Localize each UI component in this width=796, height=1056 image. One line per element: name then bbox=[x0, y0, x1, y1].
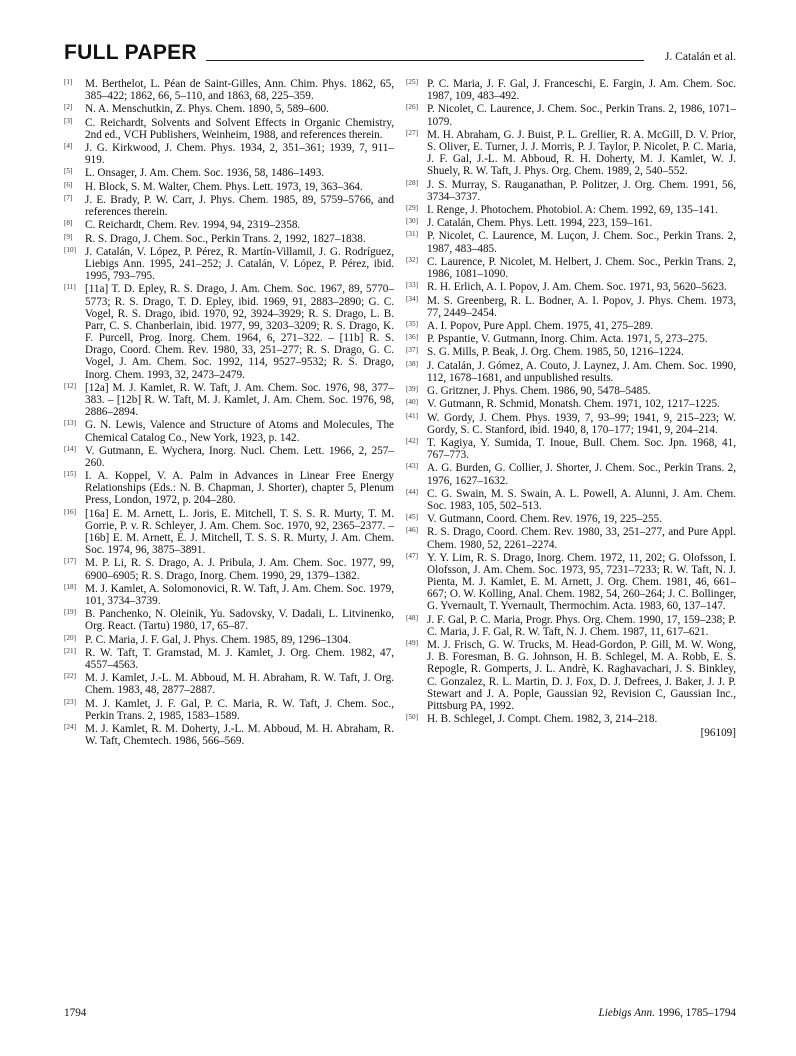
reference-item bbox=[64, 167, 394, 179]
reference-item bbox=[406, 230, 736, 254]
reference-text: J. G. Kirkwood, J. Chem. Phys. 1934, 2, 351–361; 1939, 7, 911–919. bbox=[85, 142, 394, 167]
reference-item bbox=[64, 103, 394, 115]
section-title: FULL PAPER bbox=[64, 41, 197, 64]
reference-text: R. W. Taft, T. Gramstad, M. J. Kamlet, J. Org. Chem. 1982, 47, 4557–4563. bbox=[85, 646, 394, 672]
reference-number: [37] bbox=[406, 346, 418, 355]
reference-text: G. Gritzner, J. Phys. Chem. 1986, 90, 5478–5485. bbox=[427, 385, 651, 398]
reference-number: [34] bbox=[406, 294, 418, 303]
reference-item bbox=[406, 513, 736, 525]
reference-item bbox=[406, 295, 736, 319]
reference-text: J. Catalán, V. López, P. Pérez, R. Martín-Villamil, J. G. Rodríguez, Liebigs Ann. 1995, 241–252; J. Catalán, V. López, P. Pérez, ibid. 1995, 793–795. bbox=[85, 245, 394, 283]
reference-number: [17] bbox=[64, 557, 76, 566]
reference-item bbox=[406, 437, 736, 461]
reference-item bbox=[406, 204, 736, 216]
reference-text: R. S. Drago, J. Chem. Soc., Perkin Trans. 2, 1992, 1827–1838. bbox=[85, 232, 366, 245]
reference-number: [33] bbox=[406, 281, 418, 290]
reference-number: [38] bbox=[406, 359, 418, 368]
reference-text: S. G. Mills, P. Beak, J. Org. Chem. 1985, 50, 1216–1224. bbox=[427, 346, 684, 359]
reference-item bbox=[406, 78, 736, 102]
reference-text: M. P. Li, R. S. Drago, A. J. Pribula, J. Am. Chem. Soc. 1977, 99, 6900–6905; R. S. Drago, Inorg. Chem. 1990, 29, 1379–1382. bbox=[85, 557, 394, 582]
reference-text: L. Onsager, J. Am. Chem. Soc. 1936, 58, 1486–1493. bbox=[85, 167, 325, 180]
reference-text: P. C. Maria, J. F. Gal, J. Franceschi, E. Fargin, J. Am. Chem. Soc. 1987, 109, 483–492. bbox=[427, 78, 736, 103]
reference-number: [1] bbox=[64, 78, 73, 86]
reference-item bbox=[64, 181, 394, 193]
reference-number: [8] bbox=[64, 219, 73, 228]
reference-item bbox=[64, 647, 394, 671]
reference-text: J. E. Brady, P. W. Carr, J. Phys. Chem. 1985, 89, 5759–5766, and references therein. bbox=[85, 193, 394, 219]
page-header bbox=[64, 38, 736, 64]
reference-item bbox=[64, 508, 394, 557]
references-right-column bbox=[406, 78, 736, 739]
reference-text: M. H. Abraham, G. J. Buist, P. L. Grellier, R. A. McGill, D. V. Prior, S. Oliver, E. Turner, J. J. Morris, P. J. Taylor, P. Nicolet, P. C. Maria, J. F. Gal, J.-L. M. Abboud, R. H. Doherty, M. J. Kamlet, W. J. Shuely, R. W. Taft, J. Phys. Org. Chem. 1989, 2, 540–552. bbox=[427, 128, 736, 178]
reference-item bbox=[64, 445, 394, 469]
reference-number: [26] bbox=[406, 103, 418, 112]
reference-item bbox=[406, 552, 736, 613]
reference-number: [14] bbox=[64, 444, 76, 453]
reference-item bbox=[406, 217, 736, 229]
reference-text: J. Catalán, J. Gómez, A. Couto, J. Laynez, J. Am. Chem. Soc. 1990, 112, 1678–1681, and unpublished results. bbox=[427, 359, 736, 384]
header-rule bbox=[206, 60, 644, 61]
reference-text: C. Laurence, P. Nicolet, M. Helbert, J. Chem. Soc., Perkin Trans. 2, 1986, 1081–1090. bbox=[427, 255, 736, 280]
reference-number: [35] bbox=[406, 319, 418, 328]
reference-text: P. Nicolet, C. Laurence, J. Chem. Soc., Perkin Trans. 2, 1986, 1071–1079. bbox=[427, 103, 736, 128]
reference-item bbox=[406, 360, 736, 384]
reference-item bbox=[406, 346, 736, 358]
reference-item bbox=[406, 639, 736, 712]
reference-text: H. B. Schlegel, J. Compt. Chem. 1982, 3, 214–218. bbox=[427, 713, 658, 726]
reference-item bbox=[64, 608, 394, 632]
reference-number: [7] bbox=[64, 193, 73, 202]
reference-item bbox=[64, 470, 394, 506]
reference-number: [42] bbox=[406, 436, 418, 445]
reference-number: [45] bbox=[406, 513, 418, 522]
reference-item bbox=[406, 526, 736, 550]
reference-item bbox=[406, 614, 736, 638]
reference-item bbox=[64, 219, 394, 231]
reference-text: J. S. Murray, S. Rauganathan, P. Politzer, J. Org. Chem. 1991, 56, 3734–3737. bbox=[427, 178, 736, 203]
reference-number: [44] bbox=[406, 487, 418, 496]
reference-text: T. Kagiya, Y. Sumida, T. Inoue, Bull. Chem. Soc. Jpn. 1968, 41, 767–773. bbox=[427, 436, 736, 462]
reference-number: [22] bbox=[64, 672, 76, 681]
reference-number: [28] bbox=[406, 178, 418, 187]
reference-text: M. J. Kamlet, J. F. Gal, P. C. Maria, R. W. Taft, J. Chem. Soc., Perkin Trans. 2, 1985, 1583–1589. bbox=[85, 697, 394, 722]
reference-item bbox=[406, 320, 736, 332]
reference-item bbox=[406, 103, 736, 127]
reference-text: [16a] E. M. Arnett, L. Joris, E. Mitchell, T. S. S. R. Murty, T. M. Gorrie, P. v. R. Schleyer, J. Am. Chem. Soc. 1970, 92, 2365–2377. – [16b] E. M. Arnett, E. J. Mitchell, T. S. S. R. Murty, J. Am. Chem. Soc. 1974, 96, 3875–3891. bbox=[85, 507, 394, 557]
reference-item bbox=[64, 194, 394, 218]
reference-text: V. Gutmann, R. Schmid, Monatsh. Chem. 1971, 102, 1217–1225. bbox=[427, 398, 720, 411]
reference-number: [19] bbox=[64, 608, 76, 617]
reference-text: M. J. Kamlet, J.-L. M. Abboud, M. H. Abraham, R. W. Taft, J. Org. Chem. 1983, 48, 2877–2887. bbox=[85, 672, 394, 697]
reference-number: [15] bbox=[64, 470, 76, 479]
reference-number: [27] bbox=[406, 128, 418, 137]
reference-text: H. Block, S. M. Walter, Chem. Phys. Lett. 1973, 19, 363–364. bbox=[85, 180, 363, 193]
reference-text: [12a] M. J. Kamlet, R. W. Taft, J. Am. Chem. Soc. 1976, 98, 377–383. – [12b] R. W. Taft, M. J. Kamlet, J. Am. Chem. Soc. 1976, 98, 2886–2894. bbox=[85, 381, 394, 419]
references-right-list bbox=[406, 78, 736, 725]
reference-number: [5] bbox=[64, 167, 73, 176]
reference-number: [9] bbox=[64, 232, 73, 241]
reference-text: P. C. Maria, J. F. Gal, J. Phys. Chem. 1985, 89, 1296–1304. bbox=[85, 633, 352, 646]
reference-number: [11] bbox=[64, 283, 76, 292]
reference-item bbox=[406, 256, 736, 280]
reference-text: I. Renge, J. Photochem. Photobiol. A: Chem. 1992, 69, 135–141. bbox=[427, 203, 718, 216]
reference-text: M. J. Frisch, G. W. Trucks, M. Head-Gordon, P. Gill, M. W. Wong, J. B. Foresman, B. G. Johnson, H. B. Schlegel, M. A. Robb, E. S. Repogle, R. Gomperts, J. L. Andrè, K. Raghavachari, J. S. Binkley, C. Gonzalez, R. L. Martin, D. J. Fox, D. J. Defrees, J. Baker, J. J. P. Stewart and J. A. Pople, Gaussian 92, Revision C, Gaussian Inc., Pittsburg PA, 1992. bbox=[427, 639, 736, 712]
reference-text: M. J. Kamlet, A. Solomonovici, R. W. Taft, J. Am. Chem. Soc. 1979, 101, 3734–3739. bbox=[85, 582, 394, 607]
reference-item bbox=[406, 412, 736, 436]
reference-item bbox=[64, 233, 394, 245]
reference-text: R. H. Erlich, A. I. Popov, J. Am. Chem. Soc. 1971, 93, 5620–5623. bbox=[427, 281, 727, 294]
reference-number: [23] bbox=[64, 697, 76, 706]
reference-item bbox=[64, 723, 394, 747]
reference-item bbox=[64, 583, 394, 607]
reference-item bbox=[406, 713, 736, 725]
reference-item bbox=[64, 382, 394, 418]
reference-text: Y. Y. Lim, R. S. Drago, Inorg. Chem. 1972, 11, 202; G. Olofsson, I. Olofsson, J. Am. Chem. Soc. 1973, 95, 7231–7233; R. W. Taft, N. J. Pienta, M. J. Kamlet, E. M. Arnett, J. Org. Chem. 1981, 46, 661–667; O. W. Kolling, Anal. Chem. 1982, 54, 260–264; J. C. Bollinger, G. Yvernault, T. Yvernault, Thermochim. Acta. 1983, 60, 137–147. bbox=[427, 551, 736, 613]
reference-number: [21] bbox=[64, 646, 76, 655]
reference-number: [36] bbox=[406, 333, 418, 342]
reference-number: [24] bbox=[64, 723, 76, 732]
reference-item bbox=[406, 398, 736, 410]
reference-number: [30] bbox=[406, 217, 418, 226]
reference-number: [29] bbox=[406, 203, 418, 212]
reference-text: [11a] T. D. Epley, R. S. Drago, J. Am. Chem. Soc. 1967, 89, 5770–5773; R. S. Drago, T. D. Epley, ibid. 1969, 91, 2883–2890; G. C. Vogel, R. S. Drago, ibid. 1970, 92, 3924–3929; R. S. Drago, L. B. Parr, C. S. Chanberlain, ibid. 1977, 99, 3203–3209; R. S. Drago, K. F. Purcell, Prog. Inorg. Chem. 1964, 6, 271–322. – [11b] R. S. Drago, Coord. Chem. Rev. 1980, 33, 251–277; R. S. Drago, G. C. Vogel, J. Am. Chem. Soc. 1992, 114, 9527–9532; R. S. Drago, Inorg. Chem. 1993, 32, 2473–2479. bbox=[85, 283, 394, 381]
reference-number: [2] bbox=[64, 103, 73, 112]
reference-text: M. Berthelot, L. Péan de Saint-Gilles, Ann. Chim. Phys. 1862, 65, 385–422; 1862, 66, 5–110, and 1863, 68, 225–359. bbox=[85, 78, 394, 103]
reference-text: J. F. Gal, P. C. Maria, Progr. Phys. Org. Chem. 1990, 17, 159–238; P. C. Maria, J. F. Gal, R. W. Taft, N. J. Chem. 1987, 11, 617–621. bbox=[427, 613, 736, 638]
page-number: 1794 bbox=[64, 1007, 87, 1019]
reference-item bbox=[64, 246, 394, 282]
reference-text: B. Panchenko, N. Oleinik, Yu. Sadovsky, V. Dadali, L. Litvinenko, Org. React. (Tartu) 1980, 17, 65–87. bbox=[85, 608, 394, 633]
reference-number: [13] bbox=[64, 419, 76, 428]
reference-number: [18] bbox=[64, 582, 76, 591]
reference-text: P. Nicolet, C. Laurence, M. Luçon, J. Chem. Soc., Perkin Trans. 2, 1987, 483–485. bbox=[427, 230, 736, 255]
reference-text: J. Catalán, Chem. Phys. Lett. 1994, 223, 159–161. bbox=[427, 217, 653, 230]
reference-item bbox=[64, 634, 394, 646]
reference-item bbox=[64, 557, 394, 581]
reference-number: [16] bbox=[64, 507, 76, 516]
reference-number: [50] bbox=[406, 713, 418, 722]
reference-text: I. A. Koppel, V. A. Palm in Advances in Linear Free Energy Relationships (Eds.: N. B. Chapman, J. Shorter), chapter 5, Plenum Press, London, 1972, p. 204–280. bbox=[85, 470, 394, 507]
journal-name: Liebigs Ann. bbox=[598, 1007, 655, 1019]
reference-text: V. Gutmann, E. Wychera, Inorg. Nucl. Chem. Lett. 1966, 2, 257–260. bbox=[85, 444, 394, 469]
manuscript-code: [96109] bbox=[700, 727, 736, 740]
reference-number: [39] bbox=[406, 385, 418, 394]
reference-text: R. S. Drago, Coord. Chem. Rev. 1980, 33, 251–277, and Pure Appl. Chem. 1980, 52, 2261–2274. bbox=[427, 526, 736, 551]
reference-text: V. Gutmann, Coord. Chem. Rev. 1976, 19, 225–255. bbox=[427, 513, 662, 526]
reference-number: [31] bbox=[406, 230, 418, 239]
reference-number: [43] bbox=[406, 462, 418, 471]
reference-item bbox=[64, 419, 394, 443]
reference-text: A. I. Popov, Pure Appl. Chem. 1975, 41, 275–289. bbox=[427, 319, 654, 332]
reference-item bbox=[406, 129, 736, 178]
reference-text: C. G. Swain, M. S. Swain, A. L. Powell, A. Alunni, J. Am. Chem. Soc. 1983, 105, 502–513. bbox=[427, 487, 736, 512]
reference-text: A. G. Burden, G. Collier, J. Shorter, J. Chem. Soc., Perkin Trans. 2, 1976, 1627–1632. bbox=[427, 462, 736, 487]
reference-number: [49] bbox=[406, 639, 418, 648]
reference-number: [4] bbox=[64, 142, 73, 151]
reference-item bbox=[406, 281, 736, 293]
reference-item bbox=[406, 462, 736, 486]
reference-number: [32] bbox=[406, 255, 418, 264]
reference-text: M. S. Greenberg, R. L. Bodner, A. I. Popov, J. Phys. Chem. 1973, 77, 2449–2454. bbox=[427, 294, 736, 319]
reference-item bbox=[64, 142, 394, 166]
reference-text: C. Reichardt, Solvents and Solvent Effects in Organic Chemistry, 2nd ed., VCH Publishers, Weinheim, 1988, and references therein. bbox=[85, 116, 394, 141]
reference-item bbox=[64, 672, 394, 696]
reference-text: W. Gordy, J. Chem. Phys. 1939, 7, 93–99; 1941, 9, 215–223; W. Gordy, S. C. Stanford, ibid. 1940, 8, 170–177; 1941, 9, 204–214. bbox=[427, 411, 736, 436]
journal-citation bbox=[599, 1007, 736, 1019]
reference-number: [40] bbox=[406, 398, 418, 407]
reference-item bbox=[64, 698, 394, 722]
reference-item bbox=[406, 179, 736, 203]
reference-text: M. J. Kamlet, R. M. Doherty, J.-L. M. Abboud, M. H. Abraham, R. W. Taft, Chemtech. 1986, 566–569. bbox=[85, 723, 394, 748]
running-author: J. Catalán et al. bbox=[664, 50, 736, 63]
reference-number: [12] bbox=[64, 381, 76, 390]
reference-item bbox=[406, 488, 736, 512]
reference-item bbox=[406, 333, 736, 345]
journal-volume-pages: 1996, 1785–1794 bbox=[657, 1007, 736, 1019]
reference-item bbox=[64, 117, 394, 141]
reference-number: [20] bbox=[64, 633, 76, 642]
reference-text: G. N. Lewis, Valence and Structure of Atoms and Molecules, The Chemical Catalog Co., New York, 1923, p. 142. bbox=[85, 419, 394, 444]
reference-text: P. Pspantie, V. Gutmann, Inorg. Chim. Acta. 1971, 5, 273–275. bbox=[427, 333, 708, 346]
reference-number: [46] bbox=[406, 526, 418, 535]
reference-item bbox=[406, 385, 736, 397]
references-left-column bbox=[64, 78, 394, 749]
reference-item bbox=[64, 283, 394, 380]
reference-number: [25] bbox=[406, 78, 418, 86]
reference-number: [47] bbox=[406, 551, 418, 560]
reference-number: [10] bbox=[64, 245, 76, 254]
reference-number: [6] bbox=[64, 180, 73, 189]
reference-number: [3] bbox=[64, 116, 73, 125]
reference-text: C. Reichardt, Chem. Rev. 1994, 94, 2319–2358. bbox=[85, 219, 301, 232]
reference-number: [48] bbox=[406, 613, 418, 622]
reference-number: [41] bbox=[406, 411, 418, 420]
reference-item bbox=[64, 78, 394, 102]
reference-text: N. A. Menschutkin, Z. Phys. Chem. 1890, 5, 589–600. bbox=[85, 103, 329, 116]
